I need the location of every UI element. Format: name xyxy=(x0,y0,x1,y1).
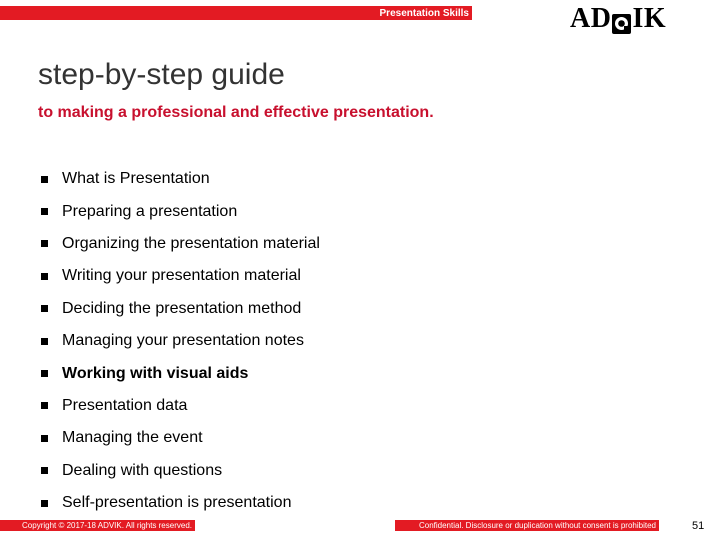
footer-confidential: Confidential. Disclosure or duplication without consent is prohibited xyxy=(418,521,656,530)
bullet-item xyxy=(40,390,320,422)
slide-title: step-by-step guide xyxy=(38,58,285,91)
bullet-item xyxy=(40,487,320,519)
bullet-text: Self-presentation is presentation xyxy=(62,494,292,512)
bullet-text: Managing the event xyxy=(62,429,203,447)
bullet-text: What is Presentation xyxy=(62,170,210,188)
bullet-item xyxy=(40,163,320,195)
bullet-text: Working with visual aids xyxy=(62,364,249,382)
bullet-item xyxy=(40,422,320,454)
square-bullet-icon xyxy=(41,305,48,312)
bullet-text: Writing your presentation material xyxy=(62,267,301,285)
square-bullet-icon xyxy=(41,240,48,247)
q-circle-icon xyxy=(612,10,631,30)
header-label: Presentation Skills xyxy=(379,7,469,19)
bullet-item xyxy=(40,293,320,325)
bullet-text: Presentation data xyxy=(62,396,188,414)
square-bullet-icon xyxy=(41,208,48,215)
footer-copyright: Copyright © 2017-18 ADVIK. All rights reserved. xyxy=(22,521,192,530)
bullet-item xyxy=(40,357,320,389)
logo-text-right: IK xyxy=(632,3,667,34)
square-bullet-icon xyxy=(41,500,48,507)
bullet-text: Deciding the presentation method xyxy=(62,299,302,317)
bullet-text: Organizing the presentation material xyxy=(62,234,320,252)
square-bullet-icon xyxy=(41,467,48,474)
square-bullet-icon xyxy=(41,338,48,345)
slide-subtitle: to making a professional and effective presentation. xyxy=(38,104,434,121)
bullet-text: Dealing with questions xyxy=(62,461,223,479)
bullet-item xyxy=(40,325,320,357)
footer-copyright-bar xyxy=(0,520,195,531)
bullet-item xyxy=(40,228,320,260)
square-bullet-icon xyxy=(41,273,48,280)
bullet-text: Managing your presentation notes xyxy=(62,332,304,350)
logo-text-left: AD xyxy=(570,3,612,34)
header-bar xyxy=(0,6,472,20)
bullet-item xyxy=(40,260,320,292)
page-number: 51 xyxy=(692,520,705,532)
bullet-text: Preparing a presentation xyxy=(62,202,238,220)
bullet-list xyxy=(40,163,320,519)
bullet-item xyxy=(40,195,320,227)
company-logo xyxy=(570,2,666,36)
footer-confidential-bar xyxy=(395,520,659,531)
square-bullet-icon xyxy=(41,370,48,377)
square-bullet-icon xyxy=(41,435,48,442)
square-bullet-icon xyxy=(41,176,48,183)
square-bullet-icon xyxy=(41,402,48,409)
bullet-item xyxy=(40,455,320,487)
